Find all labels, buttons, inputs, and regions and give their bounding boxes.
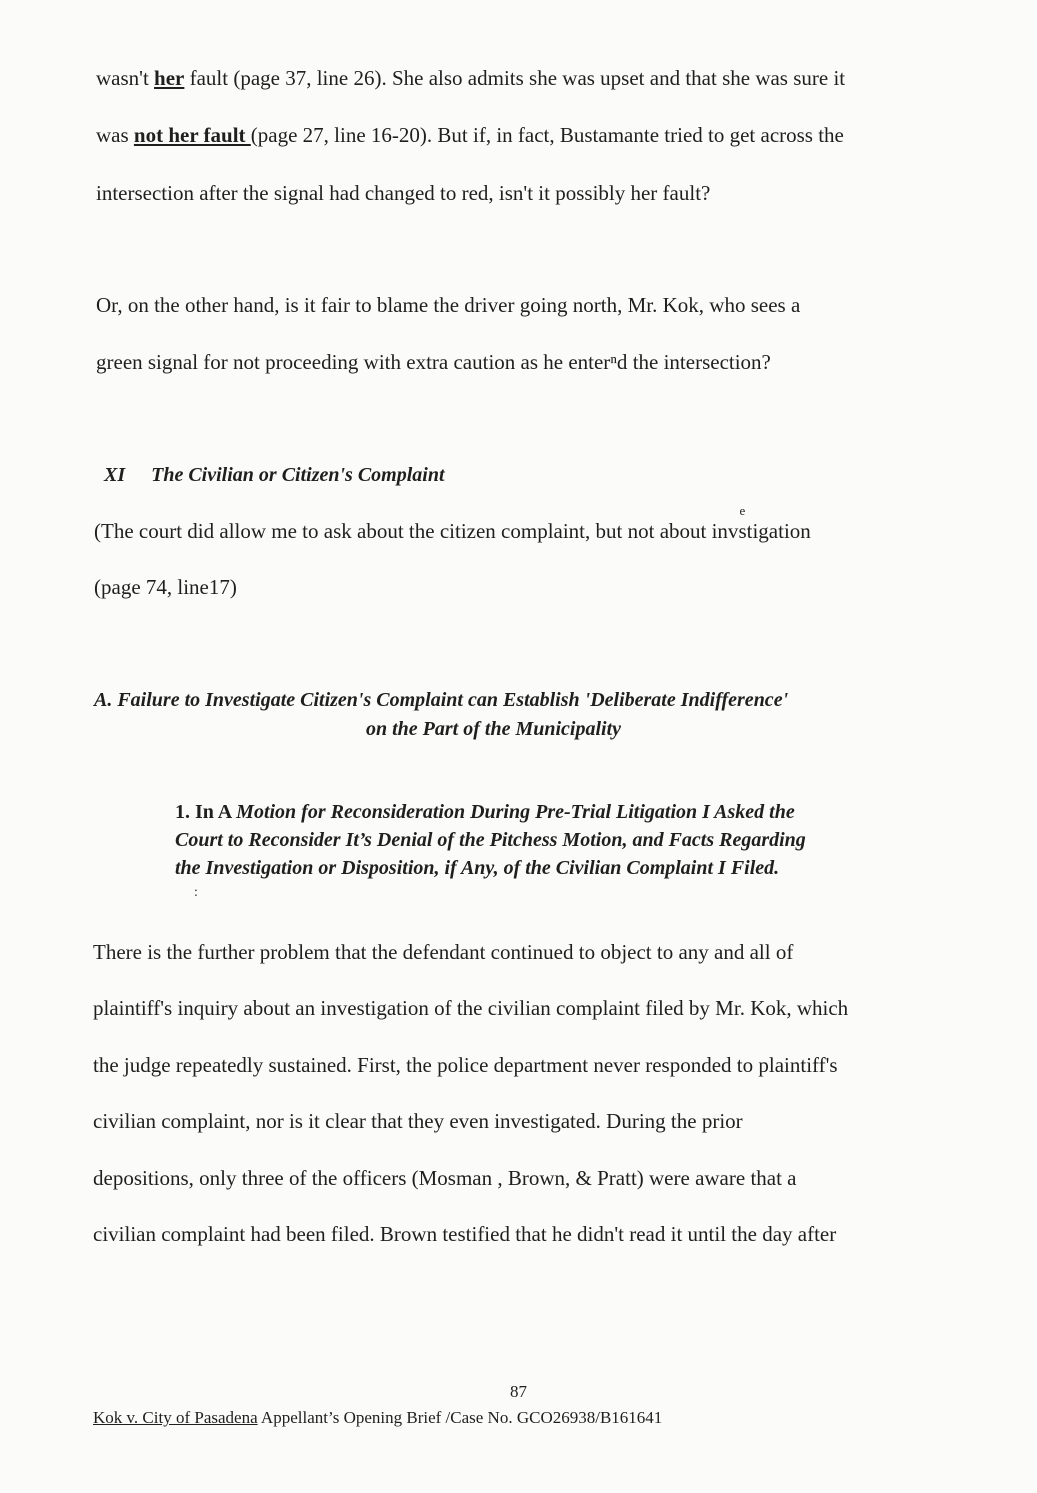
paragraph1-line2: was not her fault (page 27, line 16-20). But if, in fact, Bustamante tried to get across the bbox=[96, 123, 844, 147]
paragraph2-line1: Or, on the other hand, is it fair to blame the driver going north, Mr. Kok, who sees a bbox=[96, 293, 801, 317]
paragraph3-line5: depositions, only three of the officers (Mosman , Brown, & Pratt) were aware that a bbox=[93, 1166, 797, 1190]
emphasis-her: her bbox=[154, 66, 185, 90]
handwritten-insert: e bbox=[739, 503, 746, 518]
paragraph3-line4: civilian complaint, nor is it clear that they even investigated. During the prior bbox=[93, 1109, 743, 1133]
paragraph1-line1: wasn't her fault (page 37, line 26). She also admits she was upset and that she was sure it bbox=[96, 66, 846, 90]
stray-mark: : bbox=[194, 885, 198, 900]
footer: Kok v. City of Pasadena Appellant’s Opening Brief /Case No. GCO26938/B161641 bbox=[93, 1408, 663, 1427]
section-heading bbox=[104, 462, 445, 488]
subheading1-line3: the Investigation or Disposition, if Any, of the Civilian Complaint I Filed. bbox=[175, 857, 780, 879]
note-line2: (page 74, line17) bbox=[94, 575, 237, 599]
heading-a-line2: on the Part of the Municipality bbox=[366, 718, 622, 740]
paragraph3-line2: plaintiff's inquiry about an investigation of the civilian complaint filed by Mr. Kok, which bbox=[93, 996, 849, 1020]
paragraph3-line3: the judge repeatedly sustained. First, the police department never responded to plaintiff's bbox=[93, 1053, 838, 1077]
subheading1-line2: Court to Reconsider It’s Denial of the Pitchess Motion, and Facts Regarding bbox=[175, 829, 806, 851]
emphasis-not-her-fault: not her fault bbox=[133, 123, 251, 147]
note-line1: (The court did allow me to ask about the citizen complaint, but not about inv e stigation bbox=[94, 503, 811, 543]
paragraph3-line6: civilian complaint had been filed. Brown testified that he didn't read it until the day after bbox=[93, 1222, 837, 1246]
case-name: Kok v. City of Pasadena bbox=[93, 1408, 258, 1427]
paragraph2-line2: green signal for not proceeding with extra caution as he enterⁿd the intersection? bbox=[96, 350, 771, 374]
paragraph1-line3: intersection after the signal had changed to red, isn't it possibly her fault? bbox=[96, 181, 711, 205]
section-title: The Civilian or Citizen's Complaint bbox=[151, 464, 445, 486]
heading-a-line1: A. Failure to Investigate Citizen's Complaint can Establish 'Deliberate Indifference' bbox=[94, 689, 789, 711]
typo-glyph: ⁿd bbox=[610, 350, 628, 374]
section-number: XI bbox=[104, 464, 126, 486]
page-number: 87 bbox=[510, 1382, 527, 1401]
subheading1-line1: 1. In A Motion for Reconsideration During Pre-Trial Litigation I Asked the bbox=[175, 801, 795, 823]
paragraph3-line1: There is the further problem that the defendant continued to object to any and all of bbox=[93, 940, 794, 964]
